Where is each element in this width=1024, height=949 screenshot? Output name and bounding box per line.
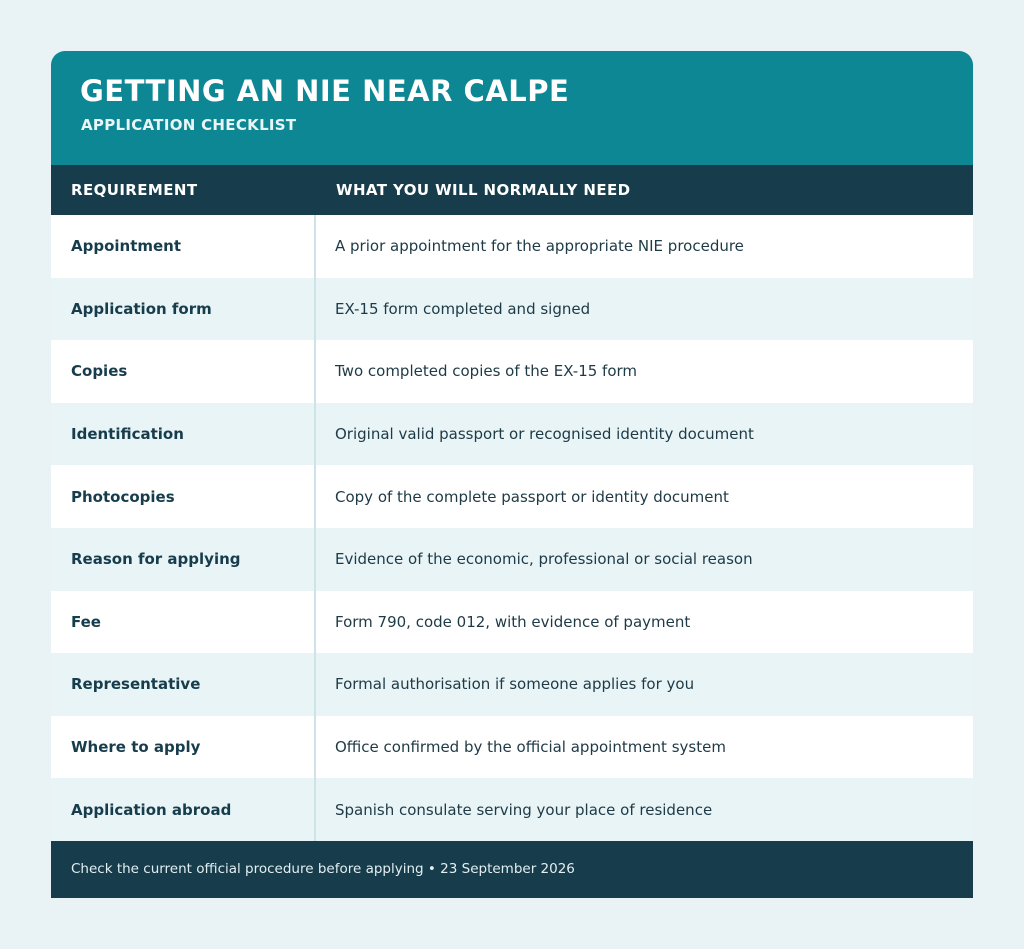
detail-cell: Copy of the complete passport or identity document (335, 487, 729, 506)
table-row (51, 278, 973, 341)
detail-cell: A prior appointment for the appropriate NIE procedure (335, 237, 744, 256)
requirement-cell: Fee (51, 591, 316, 654)
page-title: GETTING AN NIE NEAR CALPE (80, 74, 570, 108)
requirement-cell: Copies (51, 340, 316, 403)
requirement-cell: Representative (51, 653, 316, 716)
table-row (51, 778, 973, 841)
requirement-cell: Application abroad (51, 778, 316, 841)
page-subtitle: APPLICATION CHECKLIST (81, 116, 297, 134)
table-row (51, 591, 973, 654)
detail-cell: Form 790, code 012, with evidence of payment (335, 612, 691, 631)
column-header-requirement: REQUIREMENT (71, 181, 198, 199)
table-row (51, 403, 973, 466)
table-row (51, 528, 973, 591)
requirement-cell: Where to apply (51, 716, 316, 779)
checklist-card (51, 51, 973, 898)
footer-note: Check the current official procedure before applying • 23 September 2026 (51, 841, 973, 898)
table-header (51, 165, 973, 215)
table-row (51, 653, 973, 716)
detail-cell: Office confirmed by the official appointment system (335, 738, 726, 757)
table-row (51, 215, 973, 278)
requirement-cell: Application form (51, 278, 316, 341)
detail-cell: Original valid passport or recognised identity document (335, 425, 754, 444)
detail-cell: Evidence of the economic, professional or social reason (335, 550, 753, 569)
requirement-cell: Photocopies (51, 465, 316, 528)
table-row (51, 340, 973, 403)
table-body (51, 215, 973, 841)
checklist-header (51, 51, 973, 165)
detail-cell: Spanish consulate serving your place of residence (335, 800, 713, 819)
requirement-cell: Identification (51, 403, 316, 466)
requirement-cell: Reason for applying (51, 528, 316, 591)
column-header-need: WHAT YOU WILL NORMALLY NEED (336, 181, 631, 199)
detail-cell: Formal authorisation if someone applies for you (335, 675, 695, 694)
table-row (51, 465, 973, 528)
detail-cell: EX-15 form completed and signed (335, 299, 591, 318)
table-row (51, 716, 973, 779)
detail-cell: Two completed copies of the EX-15 form (335, 362, 638, 381)
requirement-cell: Appointment (51, 215, 316, 278)
